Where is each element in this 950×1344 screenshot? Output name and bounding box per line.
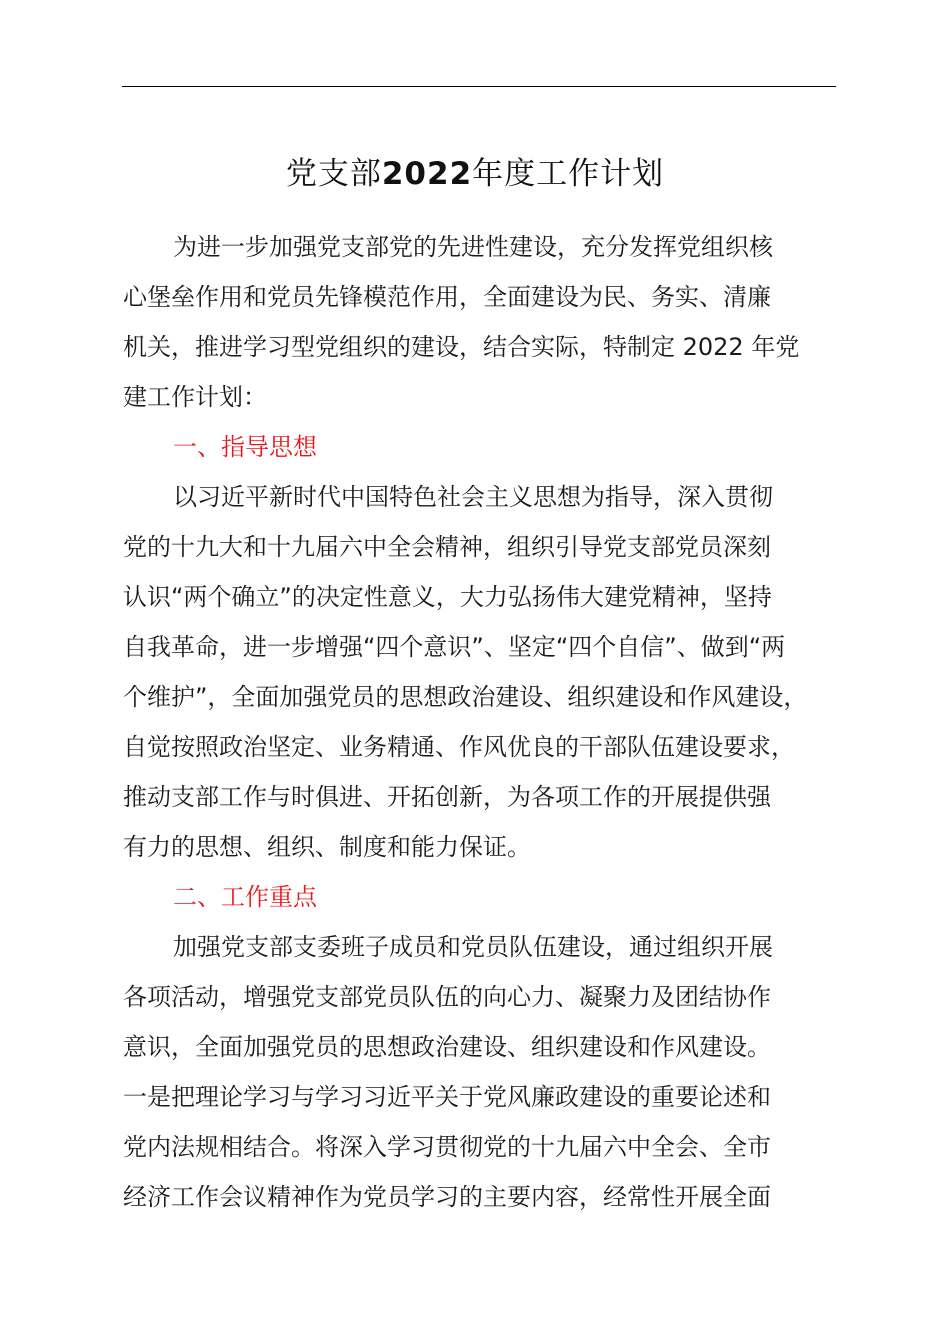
document-title [0, 150, 950, 198]
section1-line: 自觉按照政治坚定、业务精通、作风优良的干部队伍建设要求， [123, 733, 795, 761]
intro-line: 机关，推进学习型党组织的建设，结合实际，特制定 2022 年党 [123, 333, 800, 361]
intro-line: 为进一步加强党支部党的先进性建设，充分发挥党组织核 [173, 233, 773, 261]
title-year: 2022 [381, 156, 473, 192]
section1-line: 有力的思想、组织、制度和能力保证。 [123, 833, 531, 861]
section1-line: 党的十九大和十九届六中全会精神，组织引导党支部党员深刻 [123, 533, 771, 561]
intro-line: 心堡垒作用和党员先锋模范作用，全面建设为民、务实、清廉 [123, 283, 771, 311]
section2-line: 一是把理论学习与学习习近平关于党风廉政建设的重要论述和 [123, 1083, 771, 1111]
title-prefix: 党支部 [285, 156, 382, 192]
document-body [123, 222, 863, 1222]
section2-line: 加强党支部支委班子成员和党员队伍建设，通过组织开展 [173, 933, 773, 961]
section2-line: 各项活动，增强党支部党员队伍的向心力、凝聚力及团结协作 [123, 983, 771, 1011]
section2-line: 经济工作会议精神作为党员学习的主要内容，经常性开展全面 [123, 1183, 771, 1211]
section-heading-guiding-thought: 一、指导思想 [173, 433, 317, 461]
header-rule [122, 86, 836, 87]
title-suffix: 年度工作计划 [472, 156, 665, 192]
section1-line: 推动支部工作与时俱进、开拓创新，为各项工作的开展提供强 [123, 783, 771, 811]
section-heading-work-focus: 二、工作重点 [173, 883, 317, 911]
section2-line: 意识，全面加强党员的思想政治建设、组织建设和作风建设。 [123, 1033, 771, 1061]
section1-line: 认识“两个确立”的决定性意义，大力弘扬伟大建党精神，坚持 [123, 583, 772, 611]
section1-line: 自我革命，进一步增强“四个意识”、坚定“四个自信”、做到“两 [123, 633, 786, 661]
intro-line: 建工作计划： [123, 383, 267, 411]
section1-line: 以习近平新时代中国特色社会主义思想为指导，深入贯彻 [173, 483, 773, 511]
section1-line: 个维护”，全面加强党员的思想政治建设、组织建设和作风建设， [123, 683, 808, 711]
section2-line: 党内法规相结合。将深入学习贯彻党的十九届六中全会、全市 [123, 1133, 771, 1161]
